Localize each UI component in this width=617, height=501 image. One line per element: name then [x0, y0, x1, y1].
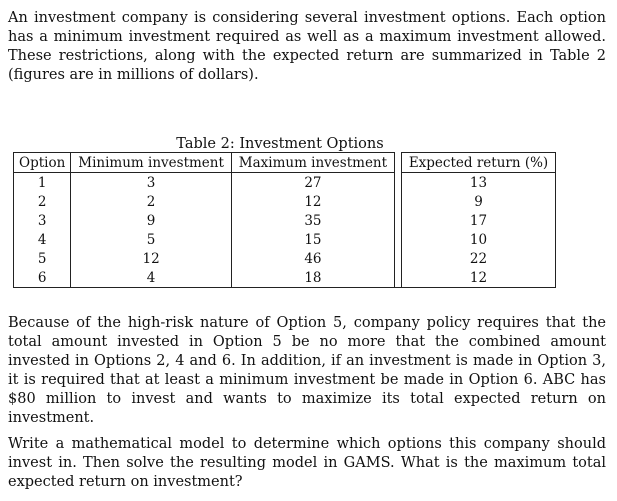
cell-maximum: 46 — [231, 249, 394, 268]
header-maximum-investment: Maximum investment — [231, 153, 394, 173]
cell-minimum: 9 — [71, 211, 231, 230]
table-header-row — [14, 153, 556, 173]
table-row — [14, 211, 556, 230]
column-gap — [395, 230, 402, 249]
cell-minimum: 5 — [71, 230, 231, 249]
table-row — [14, 192, 556, 211]
column-gap — [395, 192, 402, 211]
cell-return: 13 — [402, 173, 556, 193]
cell-minimum: 3 — [71, 173, 231, 193]
table-row — [14, 249, 556, 268]
table-row — [14, 268, 556, 288]
column-gap — [395, 153, 402, 173]
cell-return: 10 — [402, 230, 556, 249]
table-row — [14, 230, 556, 249]
column-gap — [395, 268, 402, 288]
cell-return: 12 — [402, 268, 556, 288]
column-gap — [395, 249, 402, 268]
header-expected-return: Expected return (%) — [402, 153, 556, 173]
cell-minimum: 4 — [71, 268, 231, 288]
intro-paragraph: An investment company is considering several investment options. Each option has a minimum investment required as well as a maximum investment allowed. These restrictions, along with the expected return are summarized in Table 2 (figures are in millions of dollars). — [8, 10, 606, 83]
header-option: Option — [14, 153, 71, 173]
cell-maximum: 27 — [231, 173, 394, 193]
question-paragraph: Write a mathematical model to determine which options this company should invest in. Then solve the resulting model in GAMS. What is the maximum total expected return on investment? — [8, 436, 606, 490]
cell-option: 5 — [14, 249, 71, 268]
cell-minimum: 2 — [71, 192, 231, 211]
cell-option: 3 — [14, 211, 71, 230]
investment-options-table — [13, 152, 556, 288]
cell-maximum: 35 — [231, 211, 394, 230]
table-row — [14, 173, 556, 193]
cell-maximum: 12 — [231, 192, 394, 211]
column-gap — [395, 211, 402, 230]
cell-return: 9 — [402, 192, 556, 211]
cell-maximum: 18 — [231, 268, 394, 288]
cell-return: 22 — [402, 249, 556, 268]
column-gap — [395, 173, 402, 193]
cell-minimum: 12 — [71, 249, 231, 268]
cell-option: 4 — [14, 230, 71, 249]
constraints-paragraph: Because of the high-risk nature of Option 5, company policy requires that the total amount invested in Option 5 be no more that the combined amount invested in Options 2, 4 and 6. In addition, if an investment is made in Option 3, it is required that at least a minimum investment be made in Option 6. ABC has $80 million to invest and wants to maximize its total expected return on investment. — [8, 315, 606, 426]
cell-return: 17 — [402, 211, 556, 230]
header-minimum-investment: Minimum investment — [71, 153, 231, 173]
cell-option: 6 — [14, 268, 71, 288]
table-caption: Table 2: Investment Options — [176, 136, 384, 152]
cell-option: 2 — [14, 192, 71, 211]
cell-option: 1 — [14, 173, 71, 193]
cell-maximum: 15 — [231, 230, 394, 249]
